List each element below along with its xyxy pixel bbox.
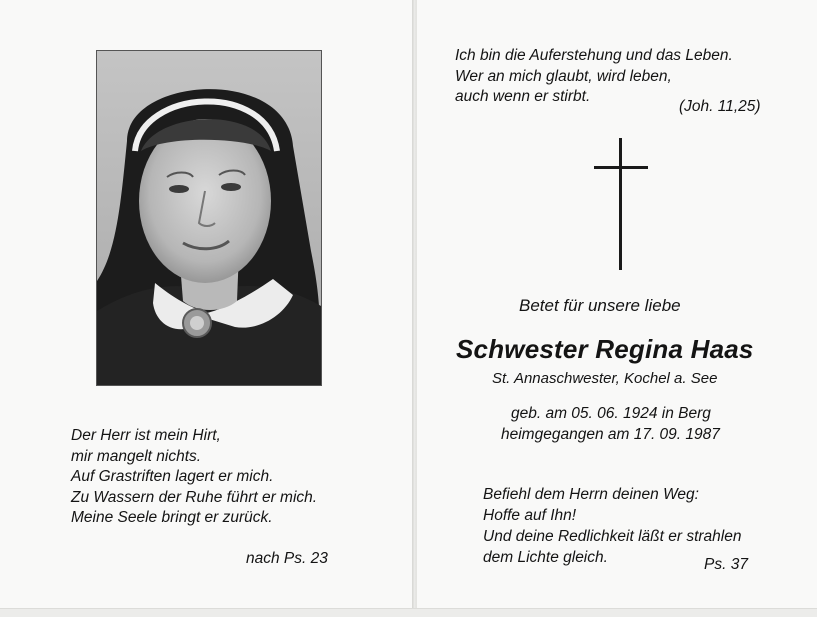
left-panel <box>0 0 413 608</box>
prayer-intro: Betet für unsere liebe <box>519 296 681 315</box>
psalm-reference: nach Ps. 23 <box>246 550 328 567</box>
portrait-photo <box>96 50 322 386</box>
birth-line: geb. am 05. 06. 1924 in Berg <box>511 405 711 422</box>
verse-line: Wer an mich glaubt, wird leben, <box>455 67 672 85</box>
verse-reference: Ps. 37 <box>704 556 748 573</box>
verse-line: Befiehl dem Herrn deinen Weg: <box>483 486 699 503</box>
deceased-name: Schwester Regina Haas <box>456 334 754 364</box>
psalm-line: mir mangelt nichts. <box>71 447 202 465</box>
verse-line: dem Lichte gleich. <box>483 549 608 566</box>
psalm-line: Zu Wassern der Ruhe führt er mich. <box>71 488 318 506</box>
cross-icon <box>594 138 648 270</box>
verse-line: Hoffe auf Ihn! <box>483 507 577 524</box>
psalm-line: Meine Seele bringt er zurück. <box>71 509 273 526</box>
psalm-37-verse <box>483 484 741 568</box>
psalm-line: Der Herr ist mein Hirt, <box>71 427 221 444</box>
deceased-subtitle: St. Annaschwester, Kochel a. See <box>492 370 718 387</box>
verse-reference: (Joh. 11,25) <box>679 98 761 115</box>
verse-line: Ich bin die Auferstehung und das Leben. <box>455 47 733 64</box>
verse-line: auch wenn er stirbt. <box>455 88 591 105</box>
death-line: heimgegangen am 17. 09. 1987 <box>501 426 720 443</box>
psalm-23-text <box>71 426 317 529</box>
psalm-line: Auf Grastriften lagert er mich. <box>71 468 274 485</box>
verse-line: Und deine Redlichkeit läßt er strahlen <box>483 528 742 545</box>
